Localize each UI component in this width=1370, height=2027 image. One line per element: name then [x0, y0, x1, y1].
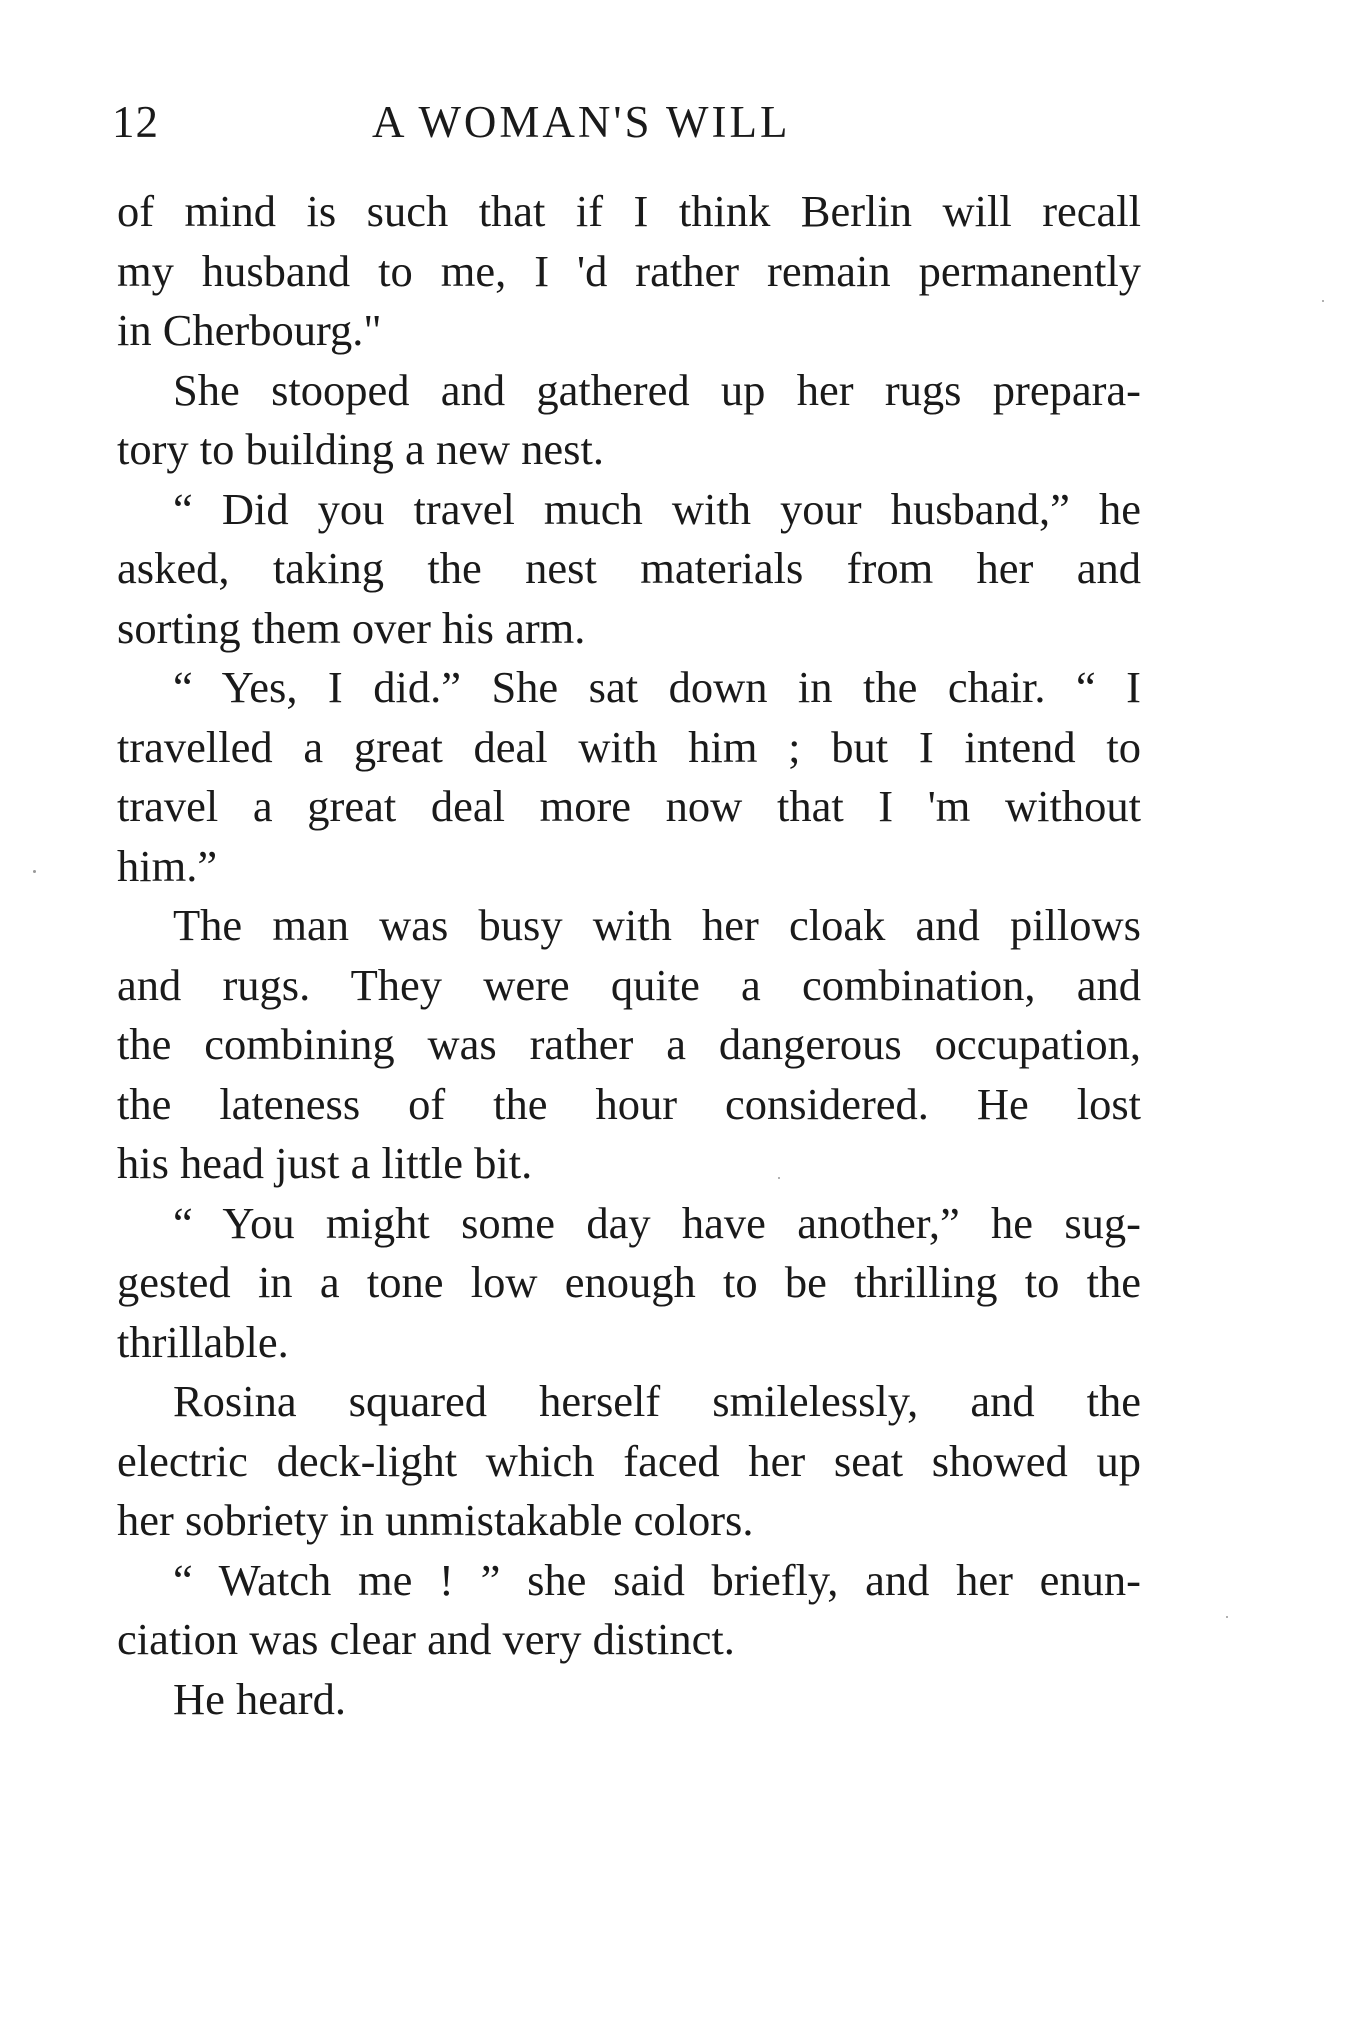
- text-line: travel a great deal more now that I 'm without: [117, 781, 1141, 831]
- paper-speck: [33, 870, 36, 873]
- body-text: [117, 182, 1141, 1729]
- text-line: The man was busy with her cloak and pillows: [173, 900, 1141, 950]
- text-line: the lateness of the hour considered. He lost: [117, 1078, 1141, 1129]
- running-title: A WOMAN'S WILL: [372, 97, 791, 147]
- text-line: of mind is such that if I think Berlin will recall: [117, 186, 1141, 236]
- running-head: [112, 96, 1142, 156]
- text-line: electric deck-light which faced her seat showed up: [117, 1435, 1141, 1486]
- text-line: “ Watch me ! ” she said briefly, and her enun-: [173, 1554, 1141, 1605]
- text-line: asked, taking the nest materials from her and: [117, 543, 1141, 593]
- text-line: thrillable.: [117, 1316, 289, 1367]
- text-line: and rugs. They were quite a combination, and: [117, 959, 1141, 1010]
- text-line: gested in a tone low enough to be thrilling to the: [117, 1257, 1141, 1307]
- text-line: “ Did you travel much with your husband,” he: [173, 483, 1141, 534]
- text-line: She stooped and gathered up her rugs prepara-: [173, 364, 1141, 415]
- text-line: my husband to me, I 'd rather remain permanently: [117, 245, 1141, 296]
- text-line: He heard.: [173, 1673, 346, 1724]
- page-number: 12: [112, 97, 159, 147]
- text-line: her sobriety in unmistakable colors.: [117, 1495, 754, 1545]
- text-line: ciation was clear and very distinct.: [117, 1614, 735, 1664]
- text-line: tory to building a new nest.: [117, 424, 604, 474]
- text-line: his head just a little bit.: [117, 1138, 533, 1188]
- text-line: sorting them over his arm.: [117, 602, 586, 653]
- paper-speck: [1322, 300, 1324, 302]
- text-line: the combining was rather a dangerous occupation,: [117, 1019, 1141, 1069]
- text-line: “ You might some day have another,” he sug-: [173, 1197, 1141, 1248]
- paper-speck: [778, 1177, 780, 1179]
- paper-speck: [1226, 1616, 1228, 1618]
- text-line: “ Yes, I did.” She sat down in the chair. “ I: [173, 662, 1141, 712]
- text-line: him.”: [117, 840, 218, 891]
- text-line: Rosina squared herself smilelessly, and the: [173, 1376, 1141, 1426]
- text-line: in Cherbourg.": [117, 305, 382, 355]
- text-line: travelled a great deal with him ; but I intend to: [117, 721, 1141, 772]
